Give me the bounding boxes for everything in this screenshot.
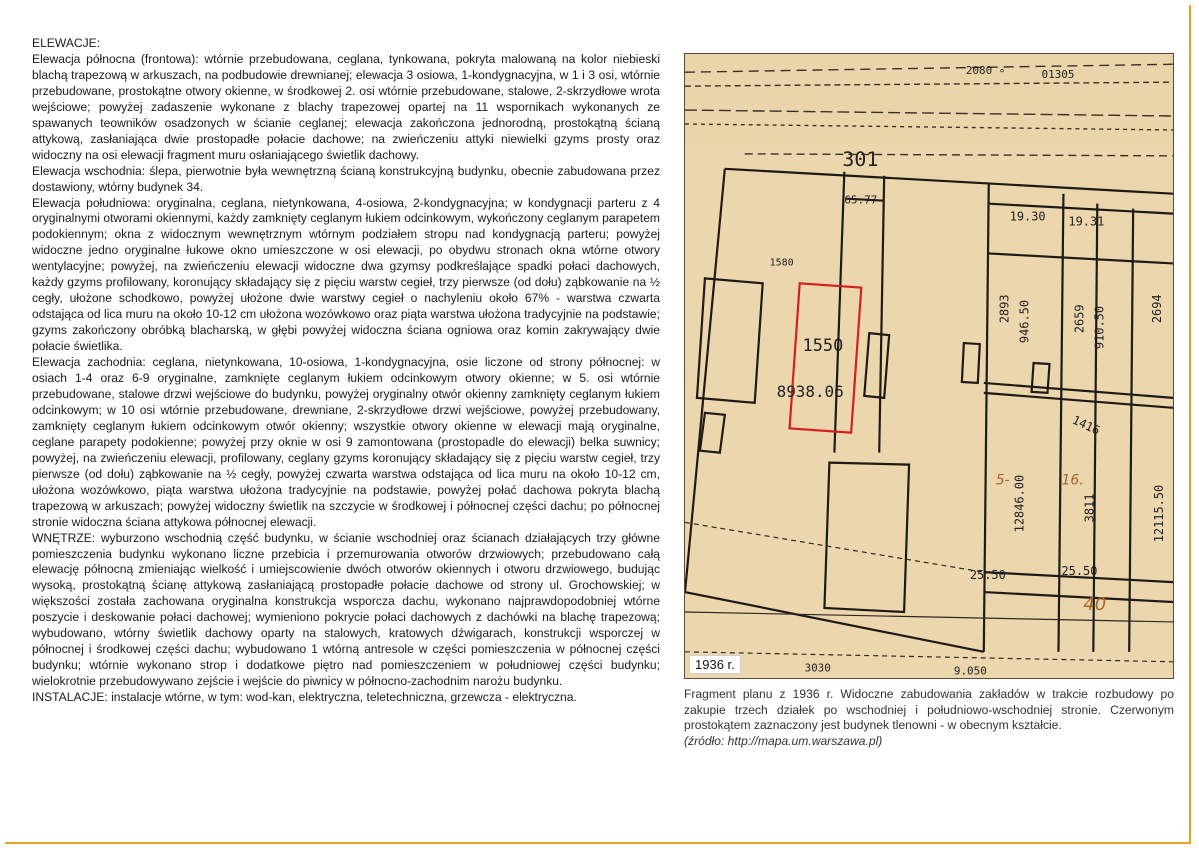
map-label-num-b: 19.30 bbox=[1009, 209, 1046, 224]
map-label-footer-2: 9.050 bbox=[953, 664, 987, 678]
map-drawing bbox=[685, 54, 1173, 678]
map-label-building-num: 1550 bbox=[802, 335, 844, 356]
paragraph-west-elevation: Elewacja zachodnia: ceglana, nietynkowana, 10-osiowa, 1-kondygnacyjna, osie liczone od strony północnej: w osiach 1-4 oraz 6-9 oryginalne, zamknięte ceglanym łukiem odcinkowym otwory okienne; w 5. osi wtórnie przebudowane, stalowe drzwi wejściowe do budynku, powyżej oryginalny otwór okienny zamknięty ceglanym łukiem odcinkowym; w 10 osi wtórnie przebudowane, drewniane, 2-skrzydłowe drzwi wejściowe, powyżej przebudowany, zamknięty ceglanym łukiem odcinkowym otwór okienny; wszystkie otwory okienne w elewacji mają oryginalne, ceglane parapety podokienne; powyżej przy oknie w osi 9 zamontowana (prostopadle do elewacji) belka suwnicy; powyżej, na zwieńczeniu elewacji, profilowany, ceglany gzyms koronujący składający się z pięciu warstw cegieł, trzy pierwsze (od dołu) ząbkowanie na ½ cegły, powyżej czwarta warstwa odstająca od lica muru na około 10-12 cm, ułożona wozówkowo, piąta warstwa ułożona tradycyjnie na podstawie, powyżej połać dachowa pokryta blachą trapezową w arkuszach; powyżej widoczny świetlik na szczycie w środkowej i północnej części dachu; po północnej stronie widoczna ściana attykowa północnej elewacji. bbox=[32, 355, 660, 529]
map-label-v7: 3811 bbox=[1082, 493, 1097, 523]
map-label-building-area: 8938.06 bbox=[776, 381, 844, 401]
section-heading: ELEWACJE: bbox=[32, 36, 101, 50]
caption-text: Fragment planu z 1936 r. Widoczne zabudowania zakładów w trakcie rozbudowy po zakupie trzech działek po wschodniej i południowo-wschodniej stronie. Czerwonym prostokątem zaznaczony jest budynek tlenowni - w obecnym kształcie. bbox=[684, 687, 1174, 733]
map-label-parcel: 301 bbox=[842, 147, 879, 171]
paragraph-installations: INSTALACJE: instalacje wtórne, w tym: wod-kan, elektryczna, teletechniczna, grzewcza - elektryczna. bbox=[32, 690, 577, 705]
map-label-bottom-1: 25.50 bbox=[969, 568, 1006, 583]
map-label-area-left: 1580 bbox=[769, 257, 794, 269]
map-hand-label-1: 5- bbox=[995, 472, 1010, 489]
paragraph-south-elevation: Elewacja południowa: oryginalna, ceglana, nietynkowana, 4-osiowa, 2-kondygnacyjna; w kondygnacji parteru z 4 oryginalnymi otworami okiennymi, każdy zamknięty ceglanym łukiem odcinkowym, wykończony ceglanym parapetem podokiennym; okna z widocznym wewnętrznym wtórnym podziałem stropu nad kondygnacją parteru; powyżej widoczne jedno oryginalne łukowe okno umieszczone w osi elewacji, po obydwu stronach okna wtórne otwory wentylacyjne; powyżej, na zwieńczeniu elewacji widoczne dwa gzymsy podkreślające spadki połaci dachowych, każdy gzyms profilowany, koronujący składający się z pięciu warstw cegieł, trzy pierwsze (od dołu) ząbkowanie na ½ cegły, ułożone schodkowo, powyżej ułożone dwie warstwy cegieł o nachyleniu około 67% - warstwa czwarta odstająca od lica muru na około 10-12 cm ułożona wozówkowo oraz piąta warstwa ułożona tradycyjnie na podstawie; gzyms zakończony obróbką blacharską, w głębi powyżej widoczna ściana ogniowa oraz komin zakrywający dwie połacie świetlika. bbox=[32, 195, 660, 354]
map-caption bbox=[684, 687, 1174, 749]
paragraph-east-elevation: Elewacja wschodnia: ślepa, pierwotnie była wewnętrzną ścianą konstrukcyjną budynku, obecnie zabudowana przez dostawiony, wtórny budynek 34. bbox=[32, 163, 660, 194]
map-label-v5: 2694 bbox=[1150, 294, 1165, 324]
paragraph-interior: WNĘTRZE: wyburzono wschodnią część budynku, w ścianie wschodniej oraz ścianach działających trzy główne pomieszczenia budynku wykonano liczne przebicia i przemurowania otworów drzwiowych; przebudowano całą elewację północną zmieniając wielkość i umiejscowienie dwóch otworów okiennych i otworu drzwiowego, budując wysoką, prostokątną ścianę attykową zasłaniającą prostopadłe połacie dachowe od strony ul. Grochowskiej; w większości została zachowana oryginalna konstrukcja wsporcza dachu, wykonano najprawdopodobniej wtórne poszycie i deskowanie połaci dachowej; wymieniono pokrycie połaci dachowych z dachówki na blachę trapezową; wybudowano, wtórny świetlik dachowy oparty na stalowych, kratowych dźwigarach, konstrukcji wsporczej w północnej i środkowej części dachu; wybudowano 1 wtórną antresole w części pomieszczenia w północnej części budynku; wtórnie wykonano strop i dodatkowe piętro nad pomieszczeniem w południowej części budynku; wielokrotnie przebudowywano zejście i wejście do piwnicy w północno-zachodnim narożu budynku. bbox=[32, 530, 660, 689]
map-hand-label-2: 16. bbox=[1061, 472, 1084, 489]
map-label-v8: 12115.50 bbox=[1152, 484, 1167, 543]
map-label-v1: 2893 bbox=[997, 294, 1012, 324]
map-label-bottom-2: 25.50 bbox=[1061, 564, 1098, 579]
map-hand-label-3: 40 bbox=[1083, 593, 1107, 615]
map-label-v4: 910.50 bbox=[1092, 305, 1107, 350]
map-label-v6: 12846.00 bbox=[1012, 474, 1027, 533]
map-label-top-left: 2080 ∘ bbox=[965, 64, 1006, 78]
map-label-v3: 2659 bbox=[1072, 304, 1087, 334]
description-text bbox=[32, 36, 660, 706]
paragraph-north-elevation: Elewacja północna (frontowa): wtórnie przebudowana, ceglana, tynkowana, pokryta malowaną na kolor niebieski blachą trapezową w arkuszach, na podbudowie drewnianej; elewacja 3 osiowa, 1-kondygnacyjna, w 1 i 3 osi, wtórnie przebudowane, prostokątne otwory okienne, w środkowej 2. osi wtórnie przebudowane, stalowe, 2-skrzydłowe wrota wejściowe; powyżej zadaszenie wykonane z blachy trapezowej opartej na 11 wspornikach wykonanych ze spawanych teowników osadzonych w ścianie ceglanej; elewacja zakończona jednorodną, prostokątną ścianą attykową, zasłaniająca dwie prostopadłe połacie dachowe; na zwieńczeniu attyki niewielki gzyms prosty oraz widoczny na osi elewacji fragment muru osłaniającego świetlik dachowy. bbox=[32, 51, 660, 162]
caption-source: (źródło: http://mapa.um.warszawa.pl) bbox=[684, 733, 883, 748]
historical-map bbox=[684, 53, 1174, 679]
map-label-num-a: 65.77 bbox=[844, 193, 878, 207]
map-label-v2: 946.50 bbox=[1017, 299, 1032, 344]
map-label-side: 1416 bbox=[1070, 412, 1103, 438]
map-label-top-right: 01305 bbox=[1041, 68, 1075, 82]
map-label-num-c: 19.31 bbox=[1068, 214, 1105, 229]
year-badge: 1936 r. bbox=[689, 655, 741, 674]
map-label-footer-1: 3030 bbox=[804, 661, 831, 675]
